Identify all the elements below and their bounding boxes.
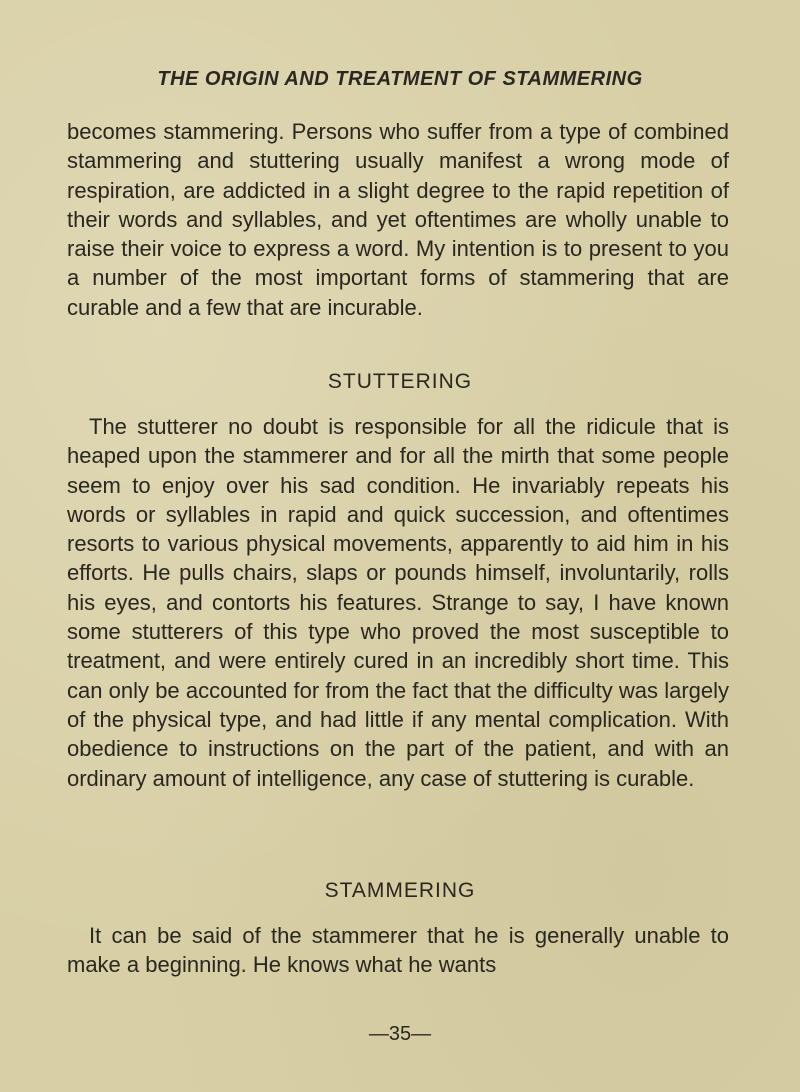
- intro-paragraph: becomes stammering. Persons who suffer from a type of combined stammering and stuttering usually manifest a wrong mode of respiration, are addicted in a slight degree to the rapid repetition of their words and syllables, and yet oftentimes are wholly unable to raise their voice to express a word. My intention is to present to you a number of the most important forms of stammering that are curable and a few that are incurable.: [67, 119, 729, 320]
- stammering-heading: STAMMERING: [324, 879, 476, 902]
- page-number: —35—: [368, 1023, 432, 1045]
- stuttering-heading: STUTTERING: [327, 370, 473, 393]
- stammering-paragraph: It can be said of the stammerer that he is generally unable to make a beginning. He knows what he wants: [67, 923, 729, 978]
- stuttering-paragraph: The stutterer no doubt is responsible for all the ridicule that is heaped upon the stammerer and for all the mirth that some people seem to enjoy over his sad condition. He invariably repeats his words or syllables in rapid and quick succession, and oftentimes resorts to various physical movements, apparently to aid him in his efforts. He pulls chairs, slaps or pounds himself, involuntarily, rolls his eyes, and contorts his features. Strange to say, I have known some stutterers of this type who proved the most susceptible to treatment, and were entirely cured in an incredibly short time. This can only be accounted for from the fact that the difficulty was largely of the physical type, and had little if any mental complication. With obedience to instructions on the part of the patient, and with an ordinary amount of intelligence, any case of stuttering is curable.: [67, 414, 729, 791]
- running-head: THE ORIGIN AND TREATMENT OF STAMMERING: [157, 68, 643, 90]
- intro-paragraph-block: [67, 117, 729, 322]
- stuttering-paragraph-block: [67, 412, 729, 793]
- stammering-paragraph-block: [67, 921, 729, 980]
